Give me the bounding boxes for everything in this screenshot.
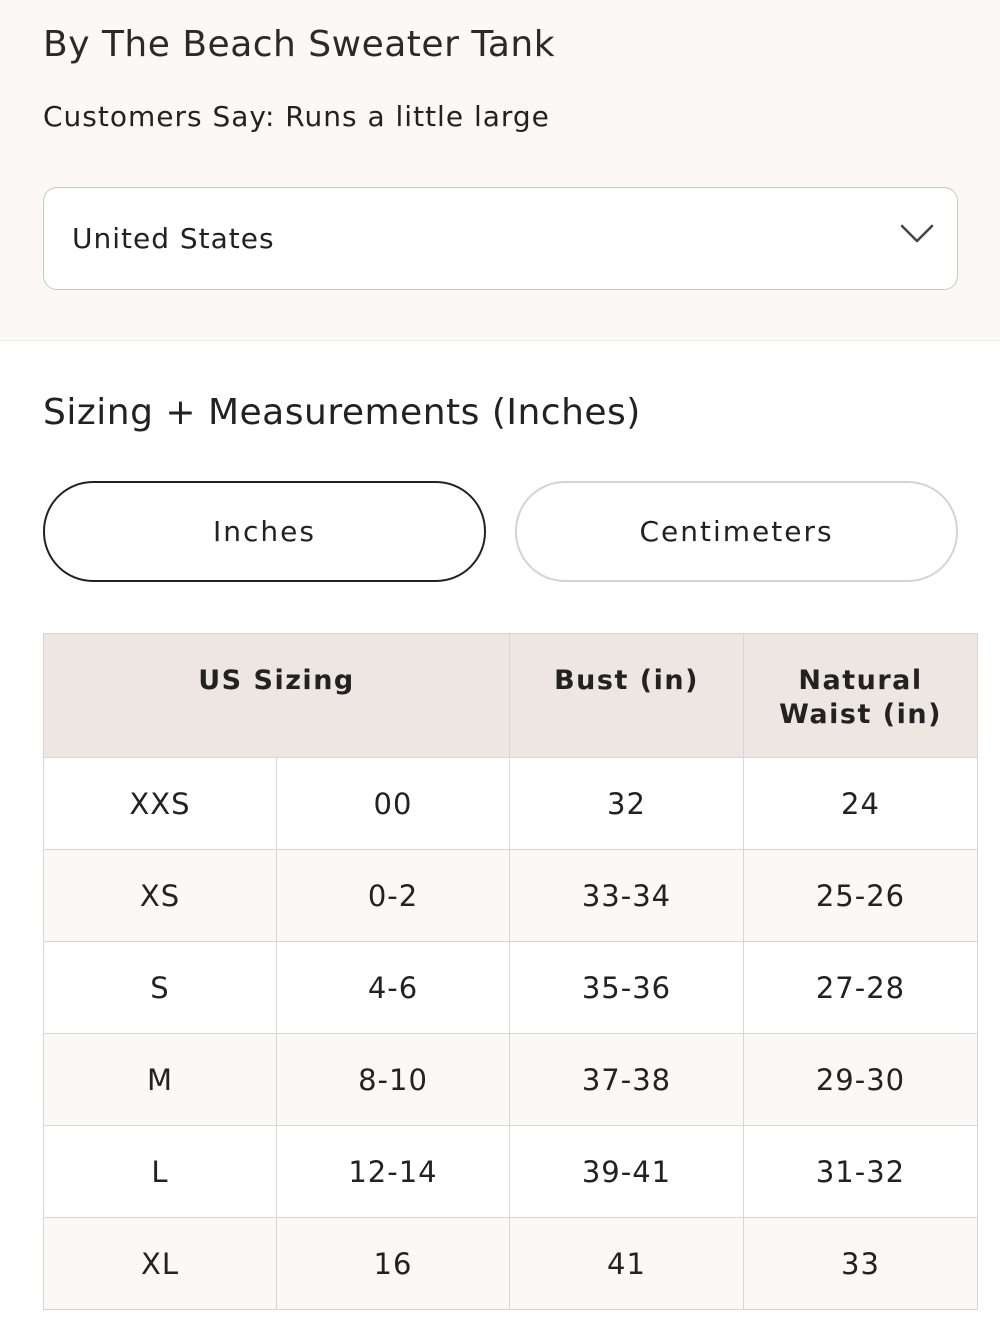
inches-toggle-button[interactable] [43,481,486,582]
inches-toggle-label: Inches [213,515,316,548]
table-row [44,1126,978,1218]
size-number: 4-6 [277,942,510,1034]
waist-value: 25-26 [744,850,978,942]
bust-value: 33-34 [510,850,744,942]
size-label: L [44,1126,277,1218]
size-label: XL [44,1218,277,1310]
table-row [44,1034,978,1126]
header-us-sizing: US Sizing [44,634,510,758]
waist-value: 27-28 [744,942,978,1034]
size-number: 16 [277,1218,510,1310]
size-label: XS [44,850,277,942]
table-row [44,1218,978,1310]
bust-value: 32 [510,758,744,850]
size-number: 12-14 [277,1126,510,1218]
centimeters-toggle-label: Centimeters [639,515,834,548]
bust-value: 37-38 [510,1034,744,1126]
table-row [44,758,978,850]
country-select[interactable] [43,187,958,290]
header-bust: Bust (in) [510,634,744,758]
waist-value: 33 [744,1218,978,1310]
header-waist-line1: Natural [798,665,923,696]
measurements-title: Sizing + Measurements (Inches) [43,392,641,433]
bust-value: 41 [510,1218,744,1310]
country-select-value: United States [72,222,275,255]
size-number: 00 [277,758,510,850]
product-title: By The Beach Sweater Tank [43,24,556,65]
size-label: XXS [44,758,277,850]
fit-note: Customers Say: Runs a little large [43,100,550,133]
size-number: 8-10 [277,1034,510,1126]
waist-value: 24 [744,758,978,850]
table-row [44,850,978,942]
header-natural-waist [744,634,978,758]
size-label: M [44,1034,277,1126]
bust-value: 39-41 [510,1126,744,1218]
table-row [44,942,978,1034]
size-number: 0-2 [277,850,510,942]
bust-value: 35-36 [510,942,744,1034]
table-header-row [44,634,978,758]
product-info-panel [0,0,1000,341]
waist-value: 29-30 [744,1034,978,1126]
size-label: S [44,942,277,1034]
chevron-down-icon [899,222,935,246]
size-chart-table [43,633,978,1310]
header-waist-line2: Waist (in) [779,699,942,730]
waist-value: 31-32 [744,1126,978,1218]
centimeters-toggle-button[interactable] [515,481,958,582]
